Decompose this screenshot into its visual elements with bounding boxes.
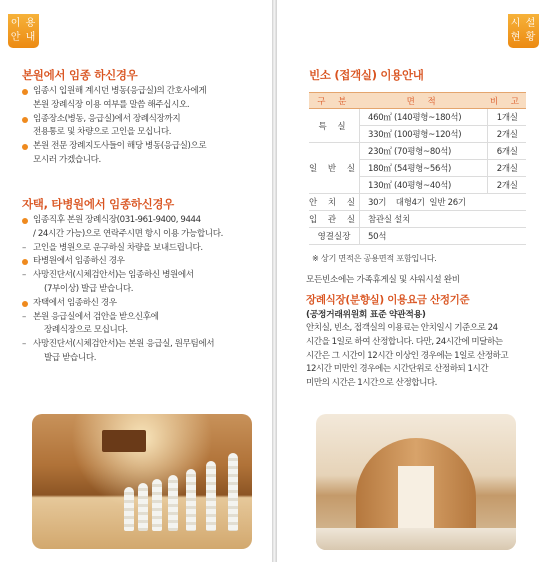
room-type-general: 일 반 실 <box>309 143 360 194</box>
list-item-text: 발급 받습니다. <box>44 352 97 363</box>
home-other-hospital-list <box>22 214 223 366</box>
list-item-text: 모시러 가겠습니다. <box>33 154 101 165</box>
paragraph-line: 안치실, 빈소, 접객실의 이용료는 안치일시 기준으로 24 <box>306 323 498 333</box>
header-remarks: 비 고 <box>488 93 526 109</box>
list-item-text: 본원 장례식장 이용 여부를 말씀 해주십시오. <box>33 99 190 110</box>
table-header-row <box>309 93 526 109</box>
list-item-text: / 24시간 가능)으로 연락주시면 항시 이용 가능합니다. <box>33 228 223 239</box>
list-item-text: 본원 전문 장례지도사들이 해당 병동(응급실)으로 <box>33 141 207 152</box>
paragraph-line: 시간은 그 시간이 12시간 이상인 경우에는 1일로 산정하고 <box>306 350 509 361</box>
count-cell: 2개실 <box>488 177 526 194</box>
list-item-text: 사망진단서(시체검안서)는 본원 응급실, 원무팀에서 <box>33 339 215 350</box>
list-item <box>22 324 223 338</box>
list-item-text: 임종직후 본원 장례식장(031-961-9400, 9444 <box>33 215 201 225</box>
count-cell: 6개실 <box>488 143 526 160</box>
list-item <box>22 255 223 269</box>
list-item-text: (7부이상) 발급 받습니다. <box>44 283 134 294</box>
dash-marker: – <box>22 339 26 350</box>
encoffin-room-info: 참관실 설치 <box>360 211 526 228</box>
facility-note: 모든빈소에는 가족휴게실 및 샤워시설 완비 <box>306 275 460 285</box>
section-title-hospital-death: 본원에서 임종 하신경우 <box>22 68 138 82</box>
funeral-hall-corridor-photo <box>32 414 252 549</box>
list-item-text: 임종장소(병동, 응급실)에서 장례식장까지 <box>33 113 181 124</box>
table-row <box>309 211 526 228</box>
list-item <box>22 352 223 366</box>
list-item <box>22 228 223 242</box>
count-cell: 2개실 <box>488 160 526 177</box>
dash-marker: – <box>22 242 26 253</box>
fee-criteria-paragraph <box>306 322 528 391</box>
wreath <box>228 453 238 531</box>
badge-line-2: 안 내 <box>10 32 37 43</box>
count-cell: 1개실 <box>488 109 526 126</box>
usage-guide-badge <box>8 14 39 48</box>
table-row <box>309 228 526 245</box>
list-item-text: 임종시 입원해 계시던 병동(응급실)의 간호사에게 <box>33 86 207 96</box>
area-cell: 230㎡ (70평형~80석) <box>360 143 488 160</box>
list-item-text: 타병원에서 임종하신 경우 <box>33 256 125 267</box>
table-row <box>309 143 526 160</box>
wreath <box>152 479 162 531</box>
wreath <box>186 469 196 531</box>
funeral-hall-lobby-photo <box>316 414 516 550</box>
list-item <box>22 283 223 297</box>
list-item-text: 고인을 병원으로 운구하실 차량을 보내드립니다. <box>33 242 203 253</box>
list-item-text: 사망진단서(시체검안서)는 임종하신 병원에서 <box>33 270 194 281</box>
count-cell: 2개실 <box>488 126 526 143</box>
section-title-fee-criteria: 장례식장(분향실) 이용요금 산정기준 <box>306 294 470 306</box>
list-item <box>22 154 206 168</box>
list-item-text: 본원 응급실에서 검안을 받으신후에 <box>33 311 159 322</box>
room-area-table <box>309 92 526 245</box>
list-item-text: 자택에서 임종하신 경우 <box>33 297 117 308</box>
area-cell: 330㎡ (100평형~120석) <box>360 126 488 143</box>
list-item-text: 전용통로 및 차량으로 고인을 모십니다. <box>33 127 172 138</box>
room-type-mortuary: 안 치 실 <box>309 194 360 211</box>
paragraph-line: 미만의 시간은 1시간으로 산정합니다. <box>306 378 437 389</box>
area-cell: 130㎡ (40평형~40석) <box>360 177 488 194</box>
dash-marker: – <box>22 270 26 281</box>
room-type-special: 특 실 <box>309 109 360 143</box>
list-item <box>22 140 206 154</box>
list-item <box>22 99 206 113</box>
dash-marker: – <box>22 311 26 322</box>
header-area: 면 적 <box>360 93 488 109</box>
table-row <box>309 194 526 211</box>
area-cell: 180㎡ (54평형~56석) <box>360 160 488 177</box>
area-footnote: ※ 상기 면적은 공용면적 포함입니다. <box>312 253 437 263</box>
lobby-floor <box>316 528 516 550</box>
paragraph-line: 시간을 1일로 하여 산정합니다. 다만, 24시간에 미달하는 <box>306 336 503 347</box>
wreath <box>168 475 178 531</box>
wreath <box>206 461 216 531</box>
room-type-encoffin: 입 관 실 <box>309 211 360 228</box>
wreath <box>124 487 134 531</box>
wreath <box>138 483 148 531</box>
fee-criteria-subtitle: (공정거래위원회 표준 약관적용) <box>306 310 426 320</box>
area-cell: 460㎡ (140평형~180석) <box>360 109 488 126</box>
hall-sign <box>102 430 146 452</box>
list-item <box>22 338 223 352</box>
hospital-death-list <box>22 85 206 168</box>
list-item <box>22 242 223 256</box>
left-page <box>0 0 272 562</box>
mortuary-capacity: 30기 대형4기 일반 26기 <box>360 194 526 211</box>
list-item <box>22 126 206 140</box>
list-item <box>22 113 206 127</box>
list-item <box>22 214 223 228</box>
badge-line-1: 이 용 <box>10 18 37 29</box>
list-item <box>22 85 206 99</box>
list-item <box>22 311 223 325</box>
list-item-text: 장례식장으로 모십니다. <box>44 325 128 336</box>
paragraph-line: 12시간 미만인 경우에는 시간단위로 산정하되 1시간 <box>306 364 489 375</box>
farewell-hall-seats: 50석 <box>360 228 526 245</box>
room-type-farewell-hall: 영결실장 <box>309 228 360 245</box>
table-row <box>309 109 526 126</box>
badge-line-1: 시 설 <box>510 18 537 29</box>
header-category: 구 분 <box>309 93 360 109</box>
section-title-room-usage: 빈소 (접객실) 이용안내 <box>309 68 424 82</box>
lobby-doorway <box>398 466 434 528</box>
facility-status-badge <box>508 14 539 48</box>
list-item <box>22 269 223 283</box>
list-item <box>22 297 223 311</box>
section-title-home-other-hospital: 자택, 타병원에서 임종하신경우 <box>22 197 174 211</box>
badge-line-2: 현 황 <box>510 32 537 43</box>
